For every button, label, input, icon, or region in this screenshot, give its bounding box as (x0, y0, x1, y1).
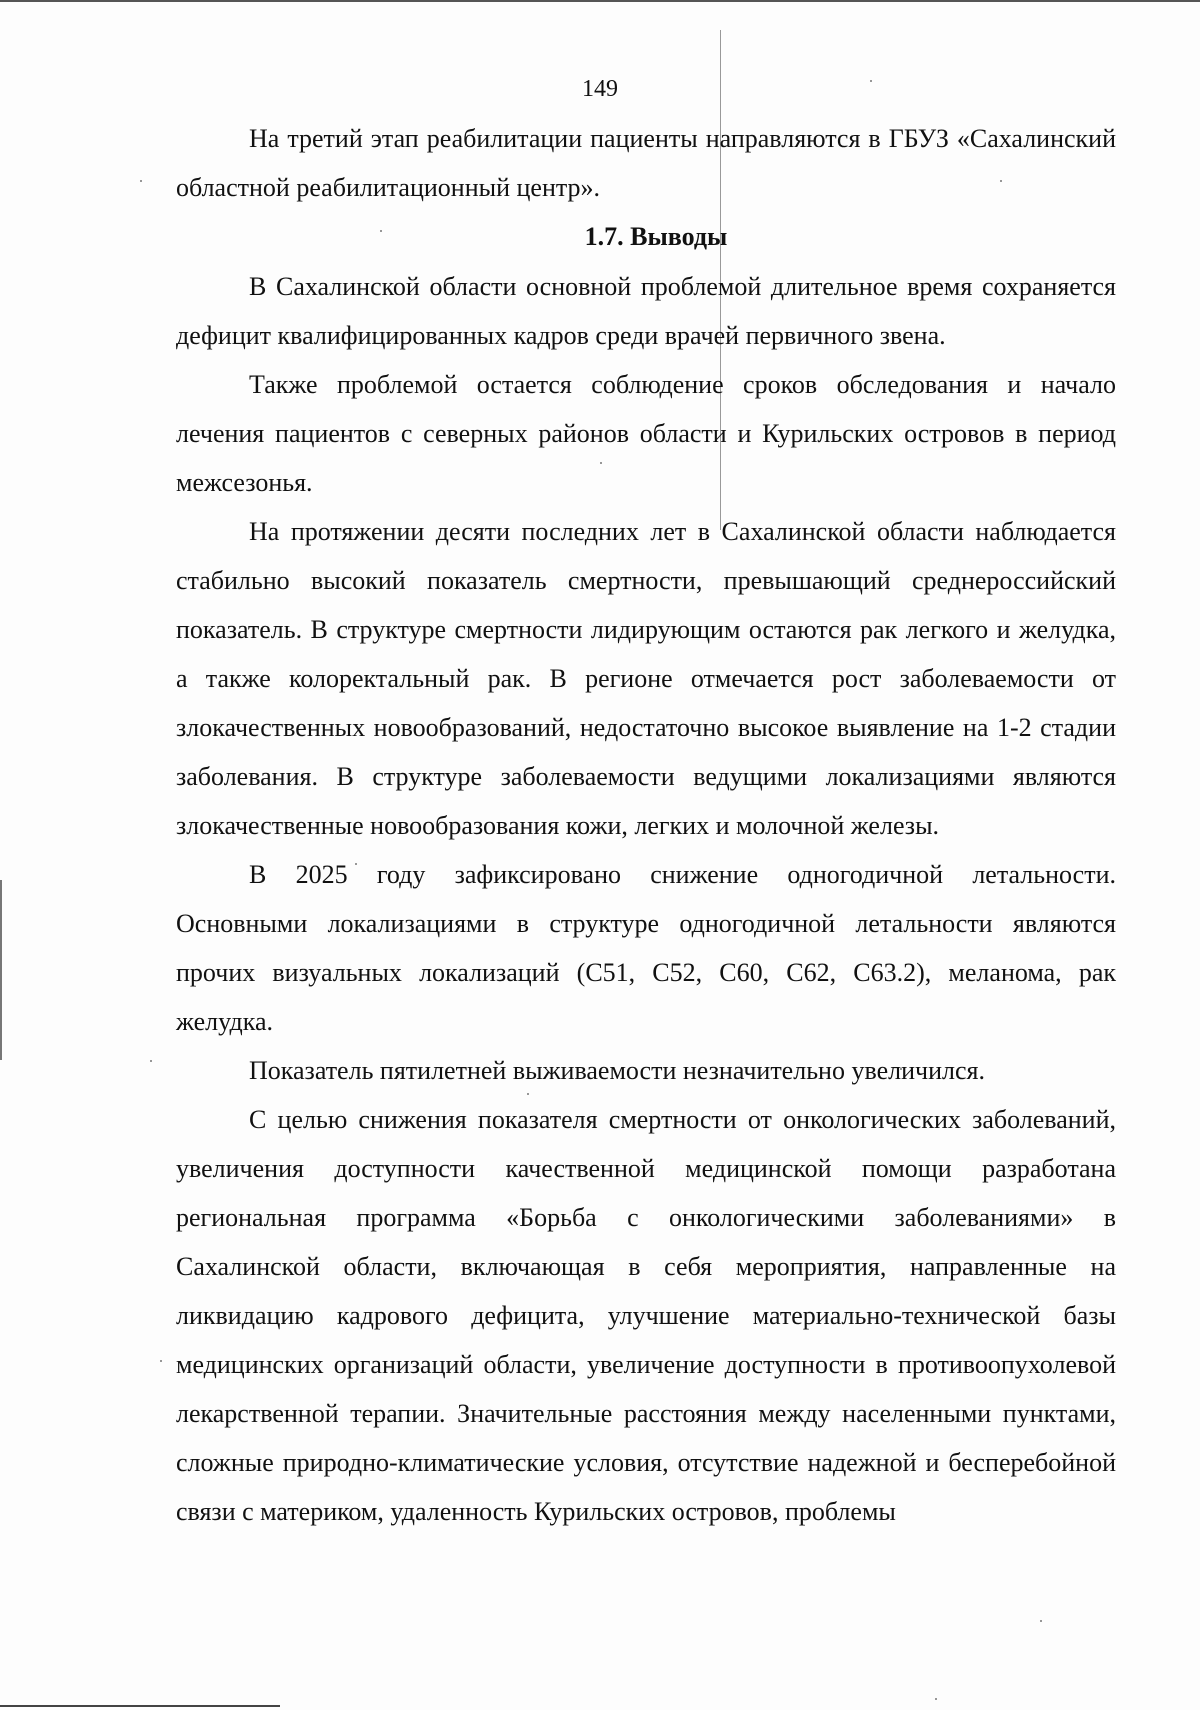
page-number: 149 (582, 76, 618, 102)
scan-top-border (0, 0, 1200, 2)
scan-speck (140, 180, 142, 182)
section-heading: 1.7. Выводы (584, 222, 728, 251)
paragraph-mortality: На протяжении десяти последних лет в Сахалинской области наблюдается стабильно высокий показатель смертности, превышающий среднероссийский показатель. В структуре смертности лидирующим остаются рак легкого и желудка, а также колоректальный рак. В регионе отмечается рост заболеваемости от злокачественных новообразований, недостаточно высокое выявление на 1-2 стадии заболевания. В структуре заболеваемости ведущими локализациями являются злокачественные новообразования кожи, легких и молочной железы. (176, 517, 1116, 840)
scan-bottom-line (0, 1705, 280, 1707)
paragraph-survival: Показатель пятилетней выживаемости незначительно увеличился. (249, 1056, 985, 1085)
paragraph-program: С целью снижения показателя смертности от онкологических заболеваний, увеличения доступности качественной медицинской помощи разработана региональная программа «Борьба с онкологическими заболеваниями» в Сахалинской области, включающая в себя мероприятия, направленные на ликвидацию кадрового дефицита, улучшение материально-технической базы медицинских организаций области, увеличение доступности в противоопухолевой лекарственной терапии. Значительные расстояния между населенными пунктами, сложные природно-климатические условия, отсутствие надежной и бесперебойной связи с материком, удаленность Курильских островов, проблемы (176, 1105, 1116, 1526)
scan-speck (1040, 1620, 1042, 1622)
paragraph-rehab-stage: На третий этап реабилитации пациенты направляются в ГБУЗ «Сахалинский областной реабилитационный центр». (176, 124, 1116, 202)
scan-left-border (0, 880, 2, 1060)
paragraph-exam-timing: Также проблемой остается соблюдение сроков обследования и начало лечения пациентов с северных районов области и Курильских островов в период межсезонья. (176, 370, 1116, 497)
paragraph-lethality: В 2025 году зафиксировано снижение одногодичной летальности. Основными локализациями в структуре одногодичной летальности являются прочих визуальных локализаций (С51, С52, С60, С62, С63.2), меланома, рак желудка. (176, 860, 1116, 1036)
scan-speck (935, 1698, 937, 1700)
paragraph-staff-deficit: В Сахалинской области основной проблемой длительное время сохраняется дефицит квалифицированных кадров среди врачей первичного звена. (176, 272, 1116, 350)
document-body (176, 114, 1116, 1536)
scan-speck (160, 1360, 162, 1362)
scan-speck (150, 1060, 152, 1062)
